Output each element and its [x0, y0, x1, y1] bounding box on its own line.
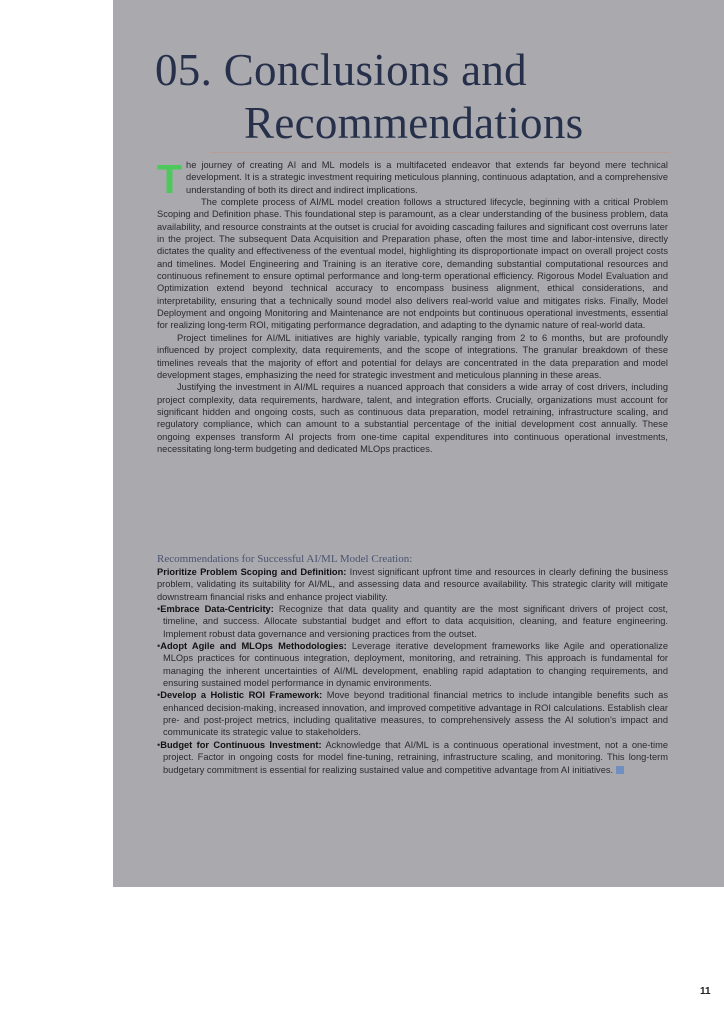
- recommendations-heading: Recommendations for Successful AI/ML Model Creation:: [157, 553, 413, 565]
- paragraph-timelines: Project timelines for AI/ML initiatives are highly variable, typically ranging from 2 to 6 months, but are profoundly influenced by project complexity, data requirements, and the scope of integrations. The granular breakdown of these timelines reveals that the majority of effort and potential for delays are concentrated in the data preparation and model development stages, emphasizing the need for strategic investment and meticulous planning in these areas.: [157, 332, 668, 380]
- drop-cap: T: [157, 156, 183, 202]
- page-title-line1: 05. Conclusions and: [155, 45, 527, 95]
- paragraph-intro: The journey of creating AI and ML models is a multifaceted endeavor that extends far beyond mere technical development. It is a strategic investment requiring meticulous planning, continuous adaptation, and a comprehensive understanding of both its direct and indirect implications.: [157, 156, 668, 202]
- paragraph-investment: Justifying the investment in AI/ML requires a nuanced approach that considers a wide array of cost drivers, including project complexity, data requirements, hardware, talent, and integration efforts. Crucially, organizations must account for significant hidden and ongoing costs, such as continuous data preparation, model retraining, infrastructure scaling, and regulatory compliance, which can amount to a substantial percentage of the initial development cost annually. These ongoing expenses transform AI projects from one-time capital expenditures into continuous operational investments, necessitating long-term budgeting and dedicated MLOps practices.: [157, 382, 668, 454]
- paragraph-lifecycle: The complete process of AI/ML model creation follows a structured lifecycle, beginning with a critical Problem Scoping and Definition phase. This foundational step is paramount, as a clear understanding of the business problem, data availability, and resource constraints at the outset is crucial for avoiding cascading failures and significant cost overruns later in the project. The subsequent Data Acquisition and Preparation phase, often the most time and labor-intensive, directly dictates the quality and effectiveness of the eventual model, highlighting its disproportionate impact on overall project costs and timelines. Model Engineering and Training is an iterative core, demanding substantial computational resources and continuous refinement to ensure optimal performance and long-term operational efficiency. Rigorous Model Evaluation and Optimization extend beyond technical accuracy to encompass business alignment, ethical considerations, and interpretability, ensuring that a technically sound model also delivers real-world value and mitigates risks. Finally, Model Deployment and ongoing Monitoring and Maintenance are not endpoints but continuous operational investments, essential for realizing long-term ROI, mitigating performance degradation, and adapting to the dynamic nature of real-world data.: [157, 197, 668, 331]
- list-item: •Develop a Holistic ROI Framework: Move beyond traditional financial metrics to include intangible benefits such as enhanced decision-making, increased innovation, and improved competitive advantage in ROI calculations. Establish clear pre- and post-project metrics, including qualitative measures, to comprehensively assess the AI solution's impact and communicate its strategic value to stakeholders.: [157, 690, 668, 738]
- body-text: [157, 156, 668, 455]
- page-number: 11: [700, 986, 711, 997]
- page-title-line2: Recommendations: [244, 98, 584, 148]
- end-mark-icon: [616, 766, 624, 774]
- recommendations-list: [157, 566, 668, 776]
- list-item: •Adopt Agile and MLOps Methodologies: Leverage iterative development frameworks like Agile and operationalize MLOps practices for continuous integration, deployment, monitoring, and retraining. This approach is fundamental for managing the inherent uncertainties of AI/ML development, enabling rapid adaptation to changing requirements, and ensuring sustained model performance in dynamic environments.: [157, 641, 668, 689]
- list-item: Prioritize Problem Scoping and Definition: Invest significant upfront time and resources in clearly defining the business problem, validating its suitability for AI/ML, and assessing data and resource availability. This strategic clarity will mitigate downstream financial risks and enhance project viability.: [157, 567, 668, 602]
- title-divider: [210, 152, 670, 153]
- list-item: •Budget for Continuous Investment: Acknowledge that AI/ML is a continuous operational investment, not a one-time project. Factor in ongoing costs for model fine-tuning, retraining, infrastructure scaling, and monitoring. This long-term budgetary commitment is essential for realizing sustained value and competitive advantage from AI initiatives.: [157, 739, 668, 775]
- list-item: •Embrace Data-Centricity: Recognize that data quality and quantity are the most significant drivers of project cost, timeline, and success. Allocate substantial budget and effort to data acquisition, cleaning, and feature engineering. Implement robust data governance and versioning practices from the outset.: [157, 604, 668, 639]
